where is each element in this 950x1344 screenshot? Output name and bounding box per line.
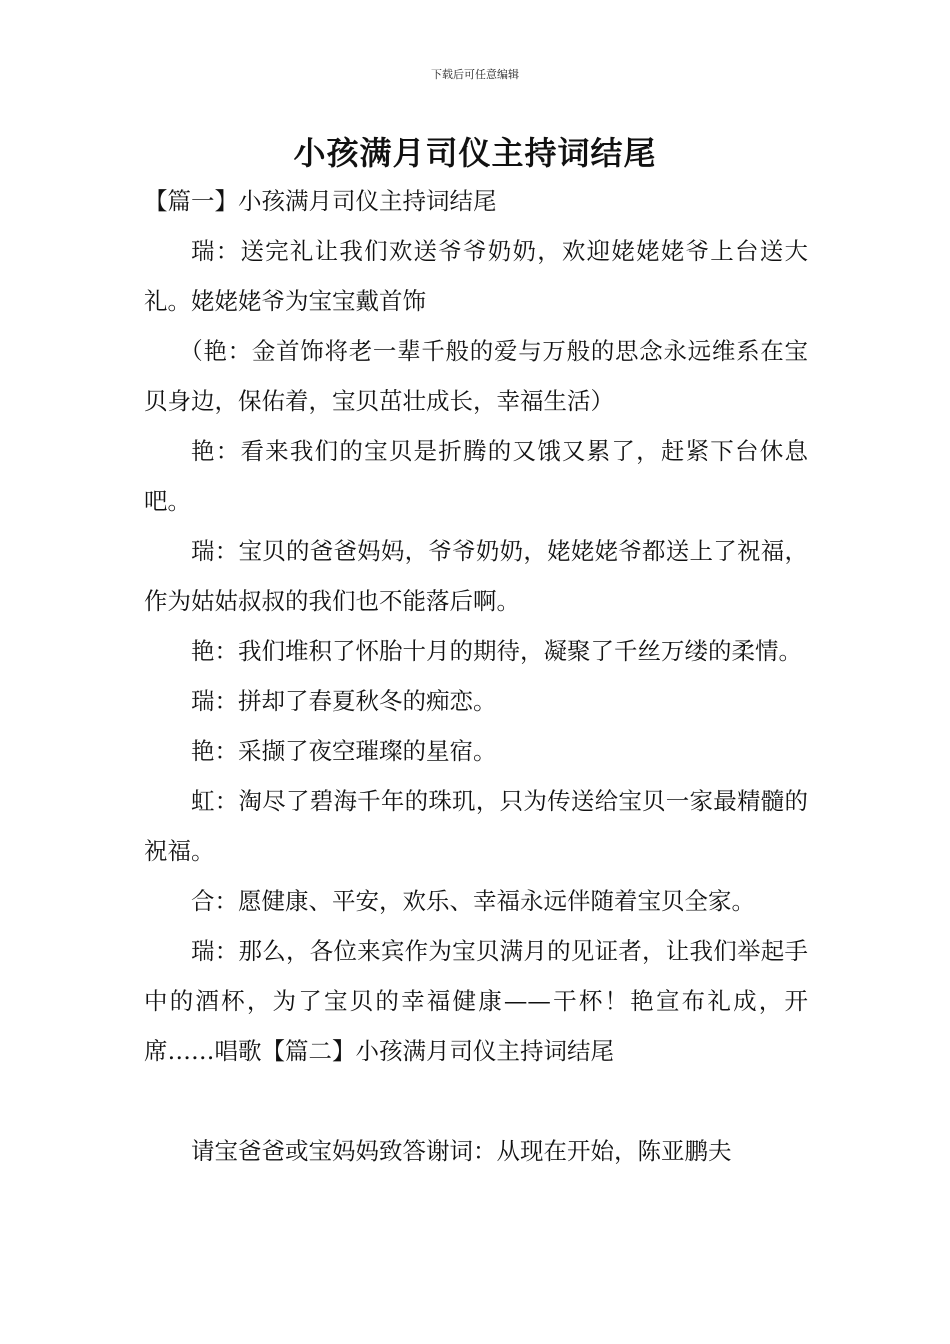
paragraph: 瑞：送完礼让我们欢送爷爷奶奶，欢迎姥姥姥爷上台送大礼。姥姥姥爷为宝宝戴首饰 (144, 237, 808, 315)
page-header-note: 下载后可任意编辑 (431, 68, 519, 81)
paragraph: 请宝爸爸或宝妈妈致答谢词：从现在开始，陈亚鹏夫 (191, 1137, 732, 1165)
document-body (144, 176, 808, 1176)
paragraph: （艳：金首饰将老一辈千般的爱与万般的思念永远维系在宝贝身边，保佑着，宝贝茁壮成长，幸福生活） (144, 337, 808, 415)
paragraph: 艳：采撷了夜空璀璨的星宿。 (191, 737, 497, 765)
paragraph: 瑞：宝贝的爸爸妈妈，爷爷奶奶，姥姥姥爷都送上了祝福，作为姑姑叔叔的我们也不能落后啊。 (144, 537, 808, 615)
document-title: 小孩满月司仪主持词结尾 (293, 134, 657, 172)
paragraph: 瑞：拼却了春夏秋冬的痴恋。 (191, 687, 497, 715)
paragraph: 艳：看来我们的宝贝是折腾的又饿又累了，赶紧下台休息吧。 (144, 437, 808, 515)
paragraph: 虹：淘尽了碧海千年的珠玑，只为传送给宝贝一家最精髓的祝福。 (144, 787, 808, 865)
section-heading: 【篇一】小孩满月司仪主持词结尾 (144, 187, 497, 215)
paragraph: 艳：我们堆积了怀胎十月的期待，凝聚了千丝万缕的柔情。 (191, 637, 802, 665)
paragraph: 瑞：那么，各位来宾作为宝贝满月的见证者，让我们举起手中的酒杯，为了宝贝的幸福健康——干杯！艳宣布礼成，开席……唱歌【篇二】小孩满月司仪主持词结尾 (144, 937, 808, 1065)
paragraph: 合：愿健康、平安，欢乐、幸福永远伴随着宝贝全家。 (191, 887, 755, 915)
